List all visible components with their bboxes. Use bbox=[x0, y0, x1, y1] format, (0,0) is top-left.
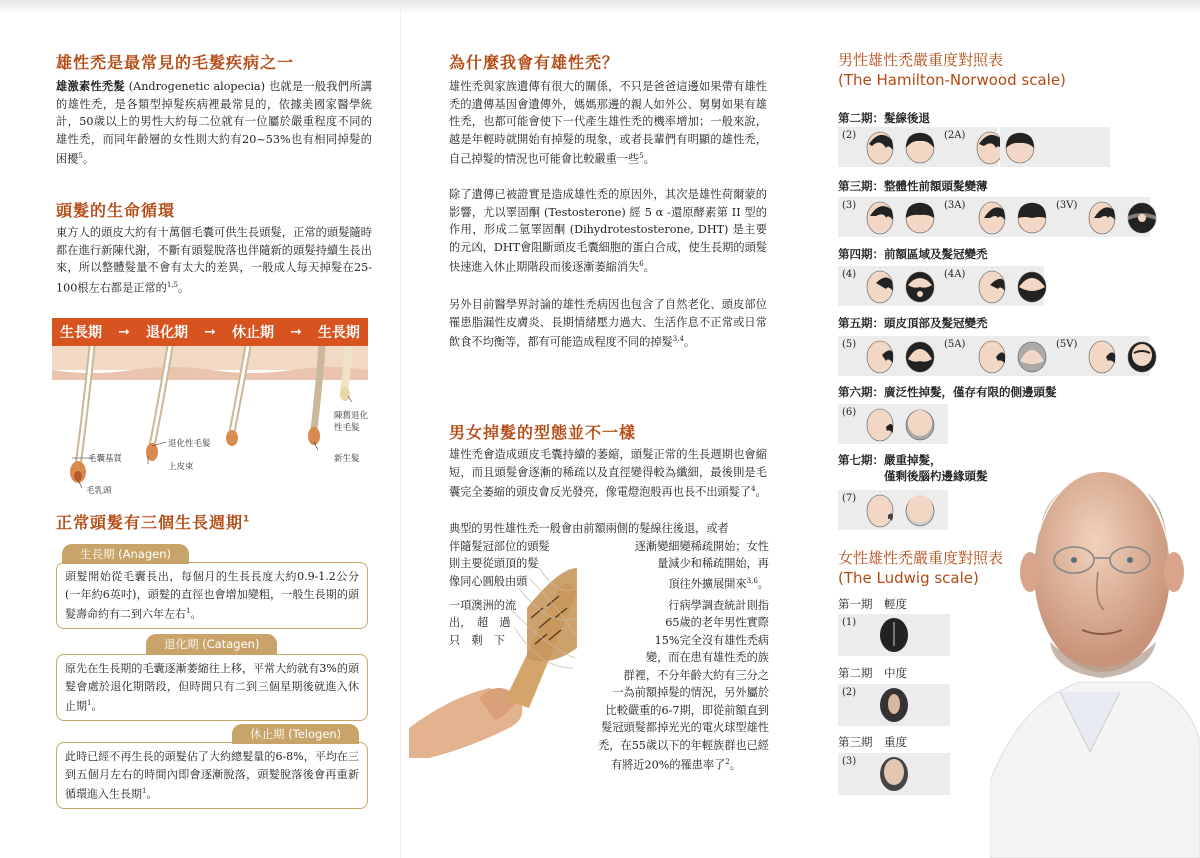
hairbrush-photo bbox=[409, 548, 577, 758]
hamilton-title-zh: 男性雄性禿嚴重度對照表 bbox=[838, 51, 1004, 69]
reference-mark: 1 bbox=[142, 787, 147, 795]
section-title-hair-cycle: 頭髮的生命循環 bbox=[56, 201, 176, 220]
line-text: 頂往外擴展開來 bbox=[668, 577, 747, 591]
line: 行病學調查統計則指 bbox=[668, 598, 769, 612]
tag-telogen: 休止期 (Telogen) bbox=[232, 724, 359, 744]
line: 一項澳洲的流 bbox=[449, 598, 517, 612]
stage-7-line2: 僅剩後腦杓邊緣頭髮 bbox=[884, 469, 988, 483]
tag-anagen: 生長期 (Anagen) bbox=[62, 544, 189, 564]
hair-cycle-band bbox=[52, 318, 368, 346]
reference-mark: 2 bbox=[725, 758, 730, 767]
line: 則主要從頭頂的髮 bbox=[449, 557, 539, 570]
stage-num: (5A) bbox=[944, 339, 966, 350]
line: 一為前額掉髮的情況，另外屬於 bbox=[612, 686, 769, 700]
reference-mark: 5 bbox=[78, 152, 83, 160]
stage-num: (7) bbox=[842, 493, 857, 504]
stage-num: (1) bbox=[842, 617, 857, 628]
stage-7-row bbox=[838, 490, 940, 530]
stage-2-row bbox=[838, 127, 1010, 167]
stage-num: (3V) bbox=[1056, 200, 1078, 211]
hamilton-title bbox=[838, 50, 1066, 90]
paragraph-text: 另外目前醫學界討論的雄性禿病因也包含了自然老化、頭皮部位罹患脂漏性皮膚炎、長期情緒壓力過大、生活作息不正常或日常飲食不均衡等，都有可能造成程度不同的掉髮 bbox=[449, 298, 767, 349]
head-top-icon bbox=[900, 405, 940, 443]
label-follicle-matrix: 毛囊基質 bbox=[88, 454, 123, 464]
stage-5-strip bbox=[838, 336, 1150, 376]
head-top-icon bbox=[900, 198, 940, 236]
stage-6-row bbox=[838, 404, 940, 444]
paragraph-patterns bbox=[449, 446, 767, 501]
head-side-icon bbox=[860, 128, 900, 166]
reference-mark: 3,6 bbox=[746, 576, 758, 585]
box-catagen bbox=[56, 654, 368, 721]
head-top-icon bbox=[874, 616, 914, 654]
reference-mark: 1 bbox=[243, 514, 251, 525]
punct: 。 bbox=[643, 260, 655, 274]
stage-num: (2) bbox=[842, 687, 857, 698]
ludwig-title bbox=[838, 548, 1003, 588]
line: 量減少和稀疏開始，再 bbox=[657, 557, 769, 570]
head-top-icon bbox=[874, 755, 914, 793]
label-dermal-papilla: 毛乳頭 bbox=[86, 486, 112, 496]
head-top-icon bbox=[1012, 267, 1052, 305]
line: 比較嚴重的6-7期，即從前額直到 bbox=[605, 703, 769, 717]
paragraph-text: 除了遺傳已被證實是造成雄性禿的原因外，其次是雄性荷爾蒙的影響，尤以睪固酮 (Testosterone) 經 5 α -還原酵素第 II 型的作用，形成二氫睪固酮 (Dihydrotestosterone, DHT) 是主要的元凶，DHT會阻斷頭皮毛囊細胞的蛋白合成，使生長期的頭髮快速進入休止期階段而後逐漸萎縮消失 bbox=[449, 188, 767, 274]
stage-num: (5V) bbox=[1056, 339, 1078, 350]
panel-middle bbox=[400, 0, 800, 858]
head-top-icon bbox=[1012, 337, 1052, 375]
line: 群裡，不分年齡大約有三分之 bbox=[623, 668, 769, 682]
reference-mark: 1 bbox=[186, 607, 191, 615]
band-telogen: 休止期 bbox=[231, 325, 274, 341]
head-top-icon bbox=[900, 491, 940, 529]
stage-num: (4) bbox=[842, 269, 857, 280]
stage-4-label: 第四期：前額區域及髮冠變禿 bbox=[838, 247, 988, 261]
reference-mark: 6 bbox=[639, 260, 644, 268]
ludwig-title-en: (The Ludwig scale) bbox=[838, 569, 979, 587]
ludwig-2-box bbox=[838, 684, 950, 726]
line: 伴隨髮冠部位的頭髮 bbox=[449, 539, 550, 553]
stage-num: (6) bbox=[842, 407, 857, 418]
head-side-icon bbox=[972, 198, 1012, 236]
paragraph-text: 雄性禿與家族遺傳有很大的關係，不只是爸爸這邊如果帶有雄性禿的遺傳基因會遺傳外，媽媽那邊的親人如外公、舅舅如果有雄性禿，也都可能會使下一代產生雄性禿的機率增加；一般來說，越是年輕時就開始有掉髮的現象，或者長輩們有明顯的雄性禿，自己掉髮的情況也可能會比較嚴重一些 bbox=[449, 80, 767, 166]
head-top-icon bbox=[1122, 337, 1162, 375]
stage-2-label: 第二期：髮線後退 bbox=[838, 111, 930, 125]
stage-num: (2A) bbox=[944, 130, 966, 141]
section-title-why: 為什麼我會有雄性禿？ bbox=[449, 53, 620, 72]
stage-num: (5) bbox=[842, 339, 857, 350]
paragraph-text: 東方人的頭皮大約有十萬個毛囊可供生長頭髮，正常的頭髮隨時都在進行新陳代謝，不斷有頭髮脫落也伴隨新的頭髮持續生長出來，所以整體髮量不會有太大的差異，一般成人每天掉髮在25-100根左右都是正常的 bbox=[56, 226, 372, 295]
head-top-icon bbox=[874, 686, 914, 724]
stage-3-strip bbox=[838, 197, 1150, 237]
stage-5-row bbox=[838, 336, 1162, 376]
head-side-icon bbox=[860, 267, 900, 305]
tag-catagen: 退化期 (Catagen) bbox=[146, 634, 277, 654]
line-text: 有將近20%的罹患率了 bbox=[610, 758, 726, 772]
term-androgenetic: 雄激素性禿髮 bbox=[56, 79, 125, 93]
stage-num: (2) bbox=[842, 130, 857, 141]
stage-4-strip bbox=[838, 266, 1044, 306]
line: 典型的男性雄性禿一般會由前額兩側的髮線往後退，或者 bbox=[449, 522, 729, 535]
hamilton-title-en: (The Hamilton-Norwood scale) bbox=[838, 71, 1066, 89]
line: 像同心圓般由頭 bbox=[449, 574, 528, 588]
stage-num: (3) bbox=[842, 756, 857, 767]
head-top-icon bbox=[900, 337, 940, 375]
punct: 。 bbox=[729, 758, 741, 772]
title-text: 正常頭髮有三個生長週期 bbox=[56, 513, 244, 532]
punct: 。 bbox=[178, 281, 190, 295]
line: 出， 超 過 bbox=[449, 616, 511, 630]
band-anagen-2: 生長期 bbox=[317, 325, 360, 341]
head-side-icon bbox=[972, 337, 1012, 375]
stage-4-row bbox=[838, 266, 1052, 306]
paragraph-androgenetic bbox=[56, 78, 372, 168]
stage-3-label: 第三期：整體性前額頭髮變薄 bbox=[838, 179, 988, 193]
stage-7-line1: 第七期：嚴重掉髮， bbox=[838, 453, 942, 467]
line: 變，而在患有雄性禿的族 bbox=[645, 651, 769, 665]
arrow-icon: ➞ bbox=[118, 324, 130, 340]
head-side-icon bbox=[1082, 337, 1122, 375]
line: 只 剩 下 bbox=[449, 633, 505, 647]
box-anagen bbox=[56, 562, 368, 629]
paragraph-other-causes bbox=[449, 296, 767, 351]
punct: 。 bbox=[683, 335, 696, 349]
head-side-icon bbox=[860, 491, 900, 529]
top-shade bbox=[401, 0, 800, 14]
stage-num: (4A) bbox=[944, 269, 966, 280]
label-catagen-hair: 退化性毛髮 bbox=[168, 439, 211, 449]
punct: 。 bbox=[82, 152, 95, 166]
paragraph-heredity bbox=[449, 78, 767, 168]
stage-6-label: 第六期：廣泛性掉髮，僅存有限的側邊頭髮 bbox=[838, 385, 1057, 399]
reference-mark: 4 bbox=[751, 485, 756, 493]
box-telogen bbox=[56, 742, 368, 809]
section-title-patterns: 男女掉髮的型態並不一樣 bbox=[449, 423, 637, 442]
phase-text: 此時已經不再生長的頭髮佔了大約總髮量的6-8%，平均在三到五個月左右的時間內即會逐漸脫落，頭髮脫落後會再重新循環進入生長期 bbox=[65, 750, 359, 801]
stage-5-label: 第五期：頭皮頂部及髮冠變禿 bbox=[838, 316, 988, 330]
head-side-icon bbox=[1082, 198, 1122, 236]
label-new-hair: 新生髮 bbox=[334, 454, 360, 464]
line: 15%完全沒有雄性禿病 bbox=[654, 633, 769, 647]
band-catagen: 退化期 bbox=[146, 325, 188, 341]
stage-2-strip bbox=[838, 127, 998, 167]
punct: 。 bbox=[190, 607, 202, 621]
section-title-common-disease: 雄性禿是最常見的毛髮疾病之一 bbox=[56, 53, 295, 72]
punct: 。 bbox=[755, 485, 767, 499]
paragraph-text: (Androgenetic alopecia) 也就是一般我們所講的雄性禿，是各類型掉髮疾病裡最常見的，依據美國家醫學統計，50歲以上的男性大約每二位就有一位屬於嚴重程度不同的雄性禿，而同年齡層的女性則大約有20~53%也有相同掉髮的困擾 bbox=[56, 80, 372, 166]
top-shade bbox=[0, 0, 400, 14]
head-top-icon bbox=[1000, 128, 1040, 166]
head-top-icon bbox=[1012, 198, 1052, 236]
stage-7-label bbox=[838, 452, 988, 484]
punct: 。 bbox=[643, 152, 655, 166]
balding-man-portrait bbox=[990, 452, 1200, 858]
arrow-icon: ➞ bbox=[204, 324, 216, 340]
label-old-hair: 陳舊退化性毛髮 bbox=[334, 411, 369, 433]
paragraph-hair-cycle bbox=[56, 224, 372, 297]
stage-6-strip bbox=[838, 404, 948, 444]
stage-3-row bbox=[838, 197, 1162, 237]
ludwig-1-box bbox=[838, 614, 950, 656]
ludwig-1-label: 第一期 輕度 bbox=[838, 597, 907, 611]
band-anagen-1: 生長期 bbox=[60, 325, 103, 341]
top-shade bbox=[800, 0, 1200, 14]
section-title-three-cycles bbox=[56, 510, 250, 533]
paragraph-hormone bbox=[449, 186, 767, 276]
reference-mark: 3,4 bbox=[672, 335, 684, 343]
ludwig-3-box bbox=[838, 753, 950, 795]
punct: 。 bbox=[91, 699, 103, 713]
phase-text: 頭髮開始從毛囊長出，每個月的生長長度大約0.9-1.2公分 (一年約6英吋)，頭髮的直徑也會增加變粗，一般生長期的頭髮壽命約有二到六年左右 bbox=[65, 570, 359, 621]
ludwig-2-label: 第二期 中度 bbox=[838, 666, 907, 680]
stage-num: (3A) bbox=[944, 200, 966, 211]
line: 髮冠頭髮都掉光光的電火球型雄性 bbox=[601, 721, 769, 735]
line: 逐漸變細變稀疏開始；女性 bbox=[634, 539, 769, 553]
arrow-icon: ➞ bbox=[290, 324, 302, 340]
head-side-icon bbox=[972, 267, 1012, 305]
stage-7-strip bbox=[838, 490, 948, 530]
head-top-icon bbox=[900, 128, 940, 166]
reference-mark: 1,5 bbox=[166, 280, 178, 289]
ludwig-3-label: 第三期 重度 bbox=[838, 735, 907, 749]
panel-left bbox=[0, 0, 400, 858]
head-side-icon bbox=[860, 405, 900, 443]
line bbox=[668, 573, 769, 593]
reference-mark: 5 bbox=[639, 152, 644, 160]
head-top-icon bbox=[900, 267, 940, 305]
head-side-icon bbox=[860, 337, 900, 375]
line: 禿，在55歲以下的年輕族群也已經 bbox=[598, 738, 769, 752]
punct: 。 bbox=[146, 787, 158, 801]
reference-mark: 1 bbox=[87, 699, 92, 707]
phase-text: 原先在生長期的毛囊逐漸萎縮往上移，平常大約就有3%的頭髮會處於退化期階段，但時間只有二到三個星期後就進入休止期 bbox=[65, 662, 359, 713]
line: 65歲的老年男性實際 bbox=[665, 616, 769, 630]
head-top-icon bbox=[1122, 198, 1162, 236]
stage-2-row-b bbox=[1000, 127, 1040, 167]
hair-follicle-illustration bbox=[52, 346, 368, 496]
stage-num: (3) bbox=[842, 200, 857, 211]
label-epidermis-tube: 上皮束 bbox=[168, 462, 194, 472]
paragraph-text: 雄性禿會造成頭皮毛囊持續的萎縮，頭髮正常的生長週期也會縮短，而且頭髮會逐漸的稀疏以及直徑變得較為纖細，最後則是毛囊完全萎縮的頭皮會反光發亮，像電燈泡般再也長不出頭髮了 bbox=[449, 448, 767, 499]
stage-2-strip-b bbox=[1000, 127, 1110, 167]
punct: 。 bbox=[757, 577, 769, 591]
head-side-icon bbox=[860, 198, 900, 236]
ludwig-title-zh: 女性雄性禿嚴重度對照表 bbox=[838, 549, 1004, 567]
